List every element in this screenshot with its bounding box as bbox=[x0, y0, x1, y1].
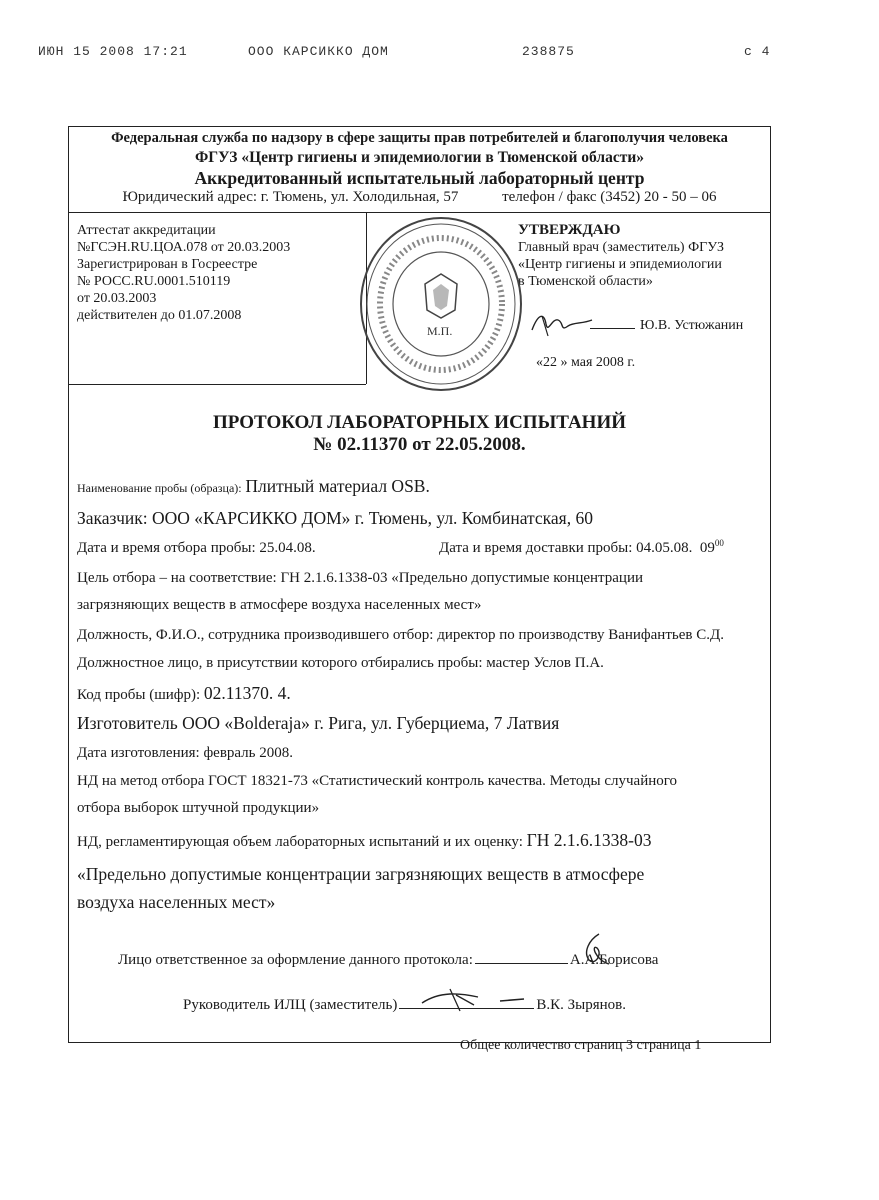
attestation-divider bbox=[68, 384, 366, 385]
delivery-date-row bbox=[439, 540, 724, 557]
org-center-name: ФГУЗ «Центр гигиены и эпидемиологии в Тюменской области» bbox=[194, 149, 645, 166]
protocol-number: № 02.11370 от 22.05.2008. bbox=[313, 434, 526, 455]
customer-row: Заказчик: ООО «КАРСИККО ДОМ» г. Тюмень, ул. Комбинатская, 60 bbox=[77, 508, 593, 528]
org-address: Юридический адрес: г. Тюмень, ул. Холодильная, 57 bbox=[122, 189, 459, 205]
attestation-line: № РОСС.RU.0001.510119 bbox=[77, 274, 231, 289]
manufacturer-row: Изготовитель ООО «Bolderaja» г. Рига, ул. Губерциема, 7 Латвия bbox=[77, 713, 560, 733]
fax-company: ООО КАРСИККО ДОМ bbox=[248, 44, 389, 59]
sample-name-row bbox=[77, 476, 430, 497]
org-phone: телефон / факс (3452) 20 - 50 – 06 bbox=[502, 189, 717, 205]
approval-name: Ю.В. Устюжанин bbox=[640, 318, 744, 333]
attestation-line: Аттестат аккредитации bbox=[77, 223, 216, 238]
page-count-footer: Общее количество страниц 3 страница 1 bbox=[460, 1038, 702, 1053]
approval-line: Главный врач (заместитель) ФГУЗ bbox=[518, 240, 724, 255]
purpose-line-2: загрязняющих веществ в атмосфере воздуха населенных мест» bbox=[77, 597, 482, 613]
nd-scope-label: НД, регламентирующая объем лабораторных испытаний и их оценку: bbox=[77, 834, 523, 850]
responsible-signature bbox=[575, 930, 615, 970]
nd-scope-line-3: воздуха населенных мест» bbox=[77, 892, 276, 912]
delivery-date: Дата и время доставки пробы: 04.05.08. bbox=[439, 540, 693, 556]
org-lab-name: Аккредитованный испытательный лабораторный центр bbox=[194, 168, 645, 188]
nd-scope-row bbox=[77, 830, 651, 851]
fax-page: с 4 bbox=[744, 44, 771, 59]
approval-line: в Тюменской области» bbox=[518, 274, 653, 289]
sampling-date: Дата и время отбора пробы: 25.04.08. bbox=[77, 540, 316, 556]
code-label: Код пробы (шифр): bbox=[77, 687, 201, 703]
responsible-label: Лицо ответственное за оформление данного протокола: bbox=[118, 952, 473, 968]
head-signature bbox=[420, 985, 530, 1015]
sampler-position-row: Должность, Ф.И.О., сотрудника производившего отбор: директор по производству Ванифантьев С.Д. bbox=[77, 627, 724, 643]
code-value: 02.11370. 4. bbox=[203, 683, 291, 703]
approval-date: «22 » мая 2008 г. bbox=[536, 355, 636, 370]
approval-line: «Центр гигиены и эпидемиологии bbox=[518, 257, 722, 272]
attestation-block bbox=[77, 222, 290, 324]
nd-method-line-1: НД на метод отбора ГОСТ 18321-73 «Статистический контроль качества. Методы случайного bbox=[77, 773, 678, 789]
seal-mp-text: М.П. bbox=[427, 324, 453, 338]
attestation-line: от 20.03.2003 bbox=[77, 291, 157, 306]
delivery-hour: 09 bbox=[699, 540, 715, 556]
nd-scope-value: ГН 2.1.6.1338-03 bbox=[526, 830, 652, 850]
protocol-title: ПРОТОКОЛ ЛАБОРАТОРНЫХ ИСПЫТАНИЙ bbox=[212, 412, 627, 433]
approval-sign-line bbox=[590, 328, 635, 329]
official-row: Должностное лицо, в присутствии которого отбирались пробы: мастер Услов П.А. bbox=[77, 655, 604, 671]
sample-value: Плитный материал OSB. bbox=[245, 476, 430, 496]
sample-label: Наименование пробы (образца): bbox=[77, 481, 242, 495]
purpose-line-1: Цель отбора – на соответствие: ГН 2.1.6.1338-03 «Предельно допустимые концентрации bbox=[77, 570, 644, 586]
round-seal-stamp bbox=[355, 212, 527, 397]
protocol-title-block bbox=[68, 412, 771, 456]
nd-scope-line-2: «Предельно допустимые концентрации загрязняющих веществ в атмосфере bbox=[77, 864, 645, 884]
head-label: Руководитель ИЛЦ (заместитель) bbox=[183, 997, 398, 1013]
sampling-date-row bbox=[77, 540, 316, 557]
attestation-line: действителен до 01.07.2008 bbox=[77, 308, 242, 323]
fax-datetime: ИЮН 15 2008 17:21 bbox=[38, 44, 188, 59]
org-contacts bbox=[68, 189, 771, 206]
approval-signature bbox=[528, 306, 598, 342]
attestation-line: №ГСЭН.RU.ЦОА.078 от 20.03.2003 bbox=[77, 240, 291, 255]
head-name: В.К. Зырянов. bbox=[536, 997, 626, 1013]
nd-method-line-2: отбора выборок штучной продукции» bbox=[77, 800, 320, 816]
responsible-sign-line bbox=[475, 963, 568, 964]
approval-title: УТВЕРЖДАЮ bbox=[518, 222, 621, 238]
attestation-line: Зарегистрирован в Госреестре bbox=[77, 257, 258, 272]
delivery-minutes: 00 bbox=[714, 538, 724, 548]
org-service-name: Федеральная служба по надзору в сфере защиты прав потребителей и благополучия человека bbox=[111, 130, 728, 146]
sample-code-row bbox=[77, 683, 291, 704]
manufacture-date-row: Дата изготовления: февраль 2008. bbox=[77, 745, 294, 761]
fax-number: 238875 bbox=[522, 44, 575, 59]
responsible-name: А.А.Борисова bbox=[569, 952, 659, 968]
approval-block bbox=[518, 222, 724, 290]
head-signature-row bbox=[183, 997, 626, 1014]
